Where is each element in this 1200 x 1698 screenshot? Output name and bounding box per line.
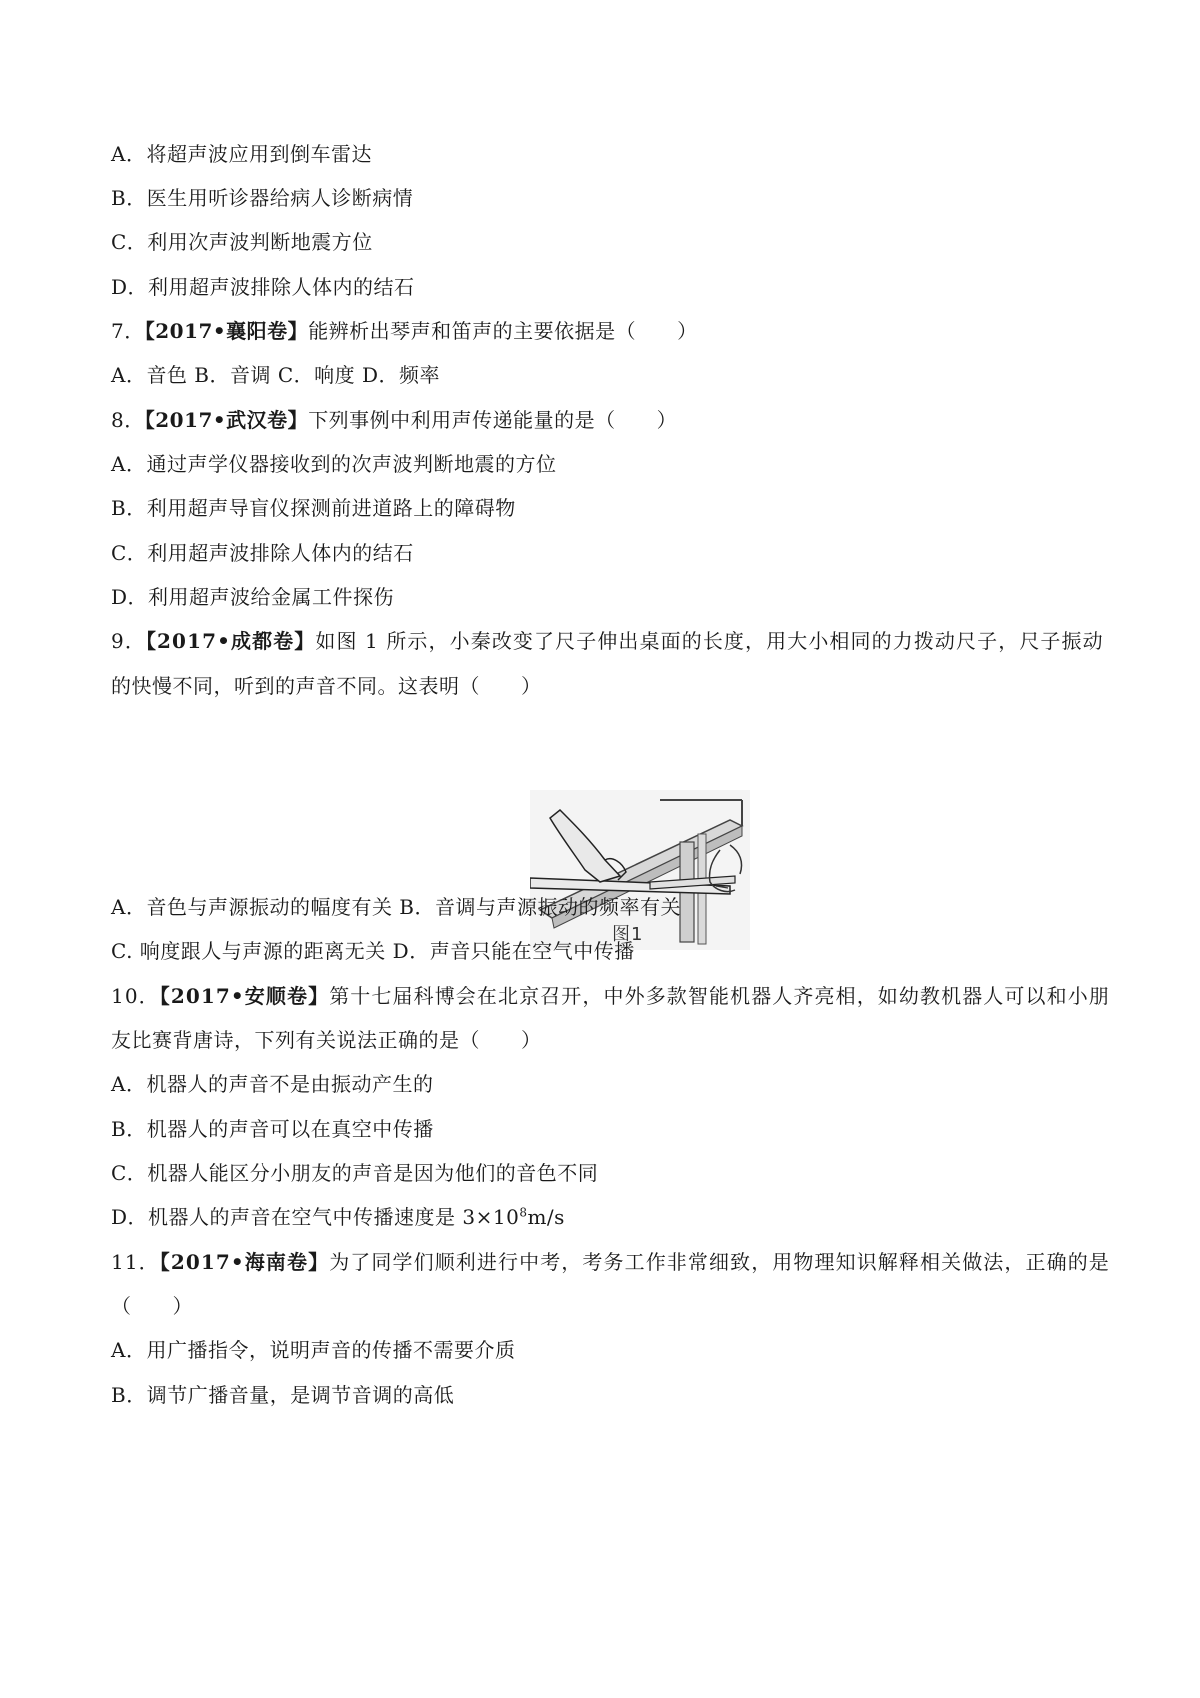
q10-option-c: C．机器人能区分小朋友的声音是因为他们的音色不同 [111,1161,599,1185]
q7-source: 【2017•襄阳卷】 [144,319,309,343]
q6-option-c: C．利用次声波判断地震方位 [111,230,373,254]
q10-option-d [111,1203,565,1231]
q8-option-b: B．利用超声导盲仪探测前进道路上的障碍物 [111,496,516,520]
q10-option-d-unit: m/s [527,1205,565,1229]
q9-number: 9． [111,629,146,653]
q9-stem-text: 如图 1 所示，小秦改变了尺子伸出桌面的长度，用大小相同的力拨动尺子，尺子振动 [315,629,1104,653]
q10-option-a: A．机器人的声音不是由振动产生的 [111,1072,434,1096]
q6-option-a: A．将超声波应用到倒车雷达 [111,142,372,166]
q11-stem-line2: （ ） [111,1294,193,1318]
q10-option-b: B．机器人的声音可以在真空中传播 [111,1117,434,1141]
q10-stem-line2: 友比赛背唐诗，下列有关说法正确的是（ ） [111,1028,542,1052]
q9-options-line1: A．音色与声源振动的幅度有关 B．音调与声源振动的频率有关 [111,895,681,919]
q8-number: 8． [111,408,145,432]
q10-number: 10． [111,984,160,1008]
q11-option-a: A．用广播指令，说明声音的传播不需要介质 [111,1338,516,1362]
q8-option-d: D．利用超声波给金属工件探伤 [111,585,395,609]
q10-option-d-exponent: 8 [519,1205,528,1220]
q11-stem-line1 [111,1248,1110,1276]
q11-number: 11． [111,1250,160,1274]
q10-option-d-text: D．机器人的声音在空气中传播速度是 3×10 [111,1205,520,1229]
q11-source: 【2017•海南卷】 [159,1250,330,1274]
q6-option-b: B．医生用听诊器给病人诊断病情 [111,186,414,210]
q8-stem [111,406,677,434]
q11-option-b: B．调节广播音量，是调节音调的高低 [111,1383,455,1407]
q10-stem-text: 第十七届科博会在北京召开，中外多款智能机器人齐亮相，如幼教机器人可以和小朋 [329,984,1110,1008]
q10-stem-line1 [111,982,1110,1010]
q7-stem-text: 能辨析出琴声和笛声的主要依据是（ ） [308,319,698,343]
q11-stem-text: 为了同学们顺利进行中考，考务工作非常细致，用物理知识解释相关做法，正确的是 [329,1250,1110,1274]
q7-options: A．音色 B．音调 C．响度 D．频率 [111,363,441,387]
q8-option-a: A．通过声学仪器接收到的次声波判断地震的方位 [111,452,557,476]
q8-source: 【2017•武汉卷】 [144,408,309,432]
q10-source: 【2017•安顺卷】 [159,984,330,1008]
q9-stem-line2: 的快慢不同，听到的声音不同。这表明（ ） [111,674,542,698]
q7-stem [111,317,698,345]
q9-options-line2: C. 响度跟人与声源的距离无关 D．声音只能在空气中传播 [111,939,635,963]
figure-caption: 图1 [612,924,644,945]
q8-option-c: C．利用超声波排除人体内的结石 [111,541,414,565]
q8-stem-text: 下列事例中利用声传递能量的是（ ） [308,408,678,432]
q6-option-d: D．利用超声波排除人体内的结石 [111,275,415,299]
q9-source: 【2017•成都卷】 [145,629,316,653]
q9-stem-line1 [111,627,1104,655]
q7-number: 7． [111,319,145,343]
